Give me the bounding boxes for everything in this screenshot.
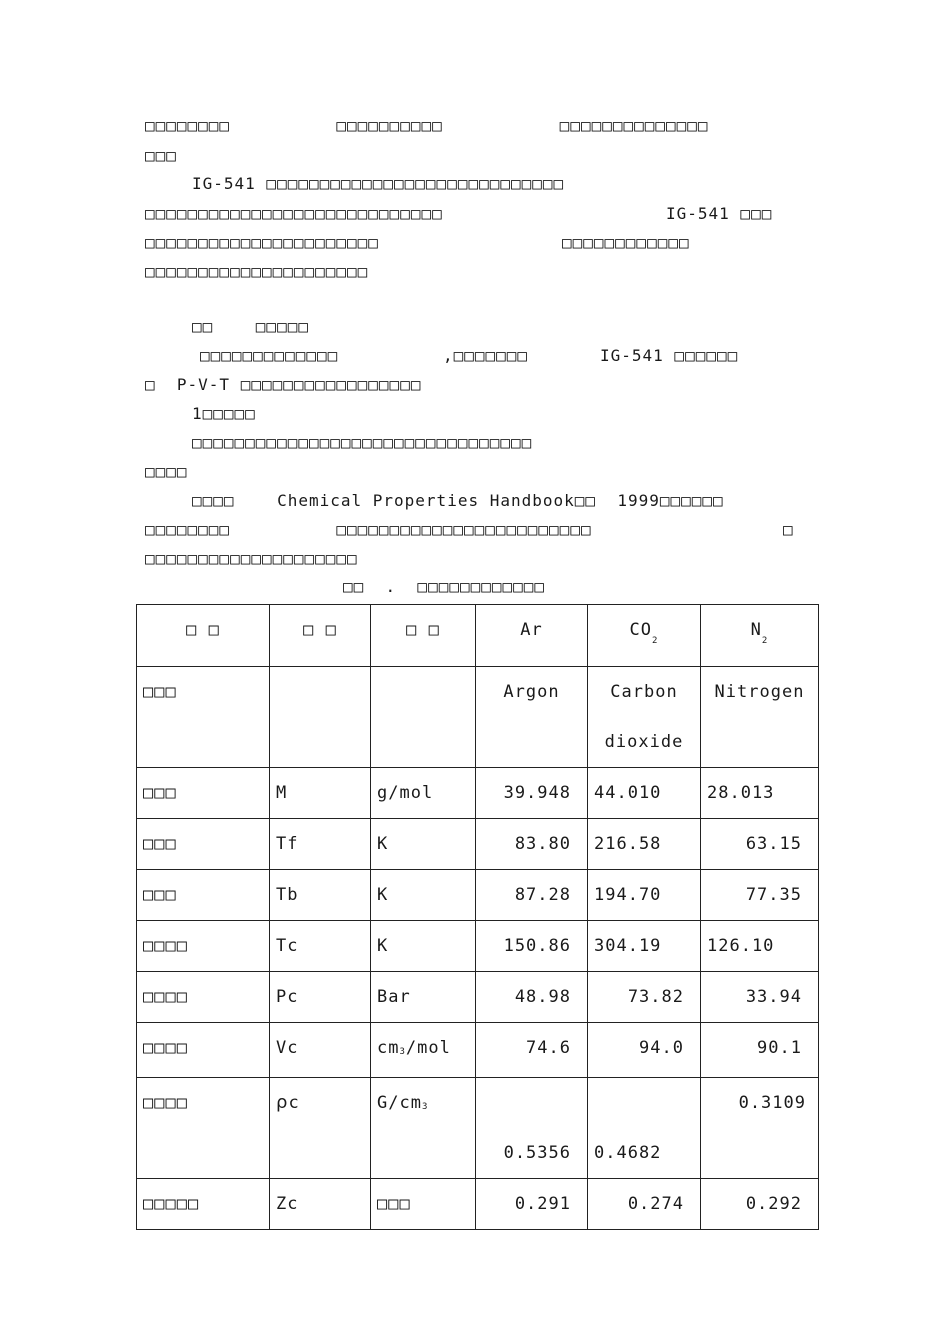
header-n2-text: N — [750, 620, 762, 640]
cell-n2: 28.013 — [701, 768, 819, 819]
table-row — [137, 870, 819, 921]
cell-symbol: Vc — [270, 1023, 371, 1078]
cell-co2 — [588, 1078, 701, 1179]
cell-ar: 48.98 — [476, 972, 588, 1023]
cell-n2: 126.10 — [701, 921, 819, 972]
header-co2-text: CO — [629, 620, 653, 640]
cell-symbol: Zc — [270, 1179, 371, 1230]
text-line: ,□□□□□□□ — [443, 346, 529, 365]
cell-unit: □□□ — [371, 1179, 476, 1230]
header-co2-subscript: 2 — [652, 636, 659, 646]
text-line: □□□ — [145, 146, 177, 165]
cell-n2: 0.292 — [701, 1179, 819, 1230]
cell-ar-spacer — [482, 1078, 571, 1128]
table-header-row — [137, 605, 819, 667]
table-caption: □□ . □□□□□□□□□□□□ — [343, 577, 546, 596]
cell-symbol: M — [270, 768, 371, 819]
cell-ar: 150.86 — [476, 921, 588, 972]
cell-symbol — [270, 1078, 371, 1179]
rho-symbol: ρ — [276, 1092, 289, 1113]
text-line: □□□□ — [145, 462, 188, 481]
cell-symbol: Tc — [270, 921, 371, 972]
text-line: □□□□□□□□ □□□□□□□□□□□□□□□□□□□□□□□□ — [145, 520, 592, 539]
text-line: □□□□□□□□□□□□□ — [200, 346, 339, 365]
header-ar: Ar — [476, 605, 588, 667]
text-line: 1□□□□□ — [192, 404, 256, 423]
table-row — [137, 921, 819, 972]
table-row — [137, 819, 819, 870]
cell-name: □□□□ — [137, 1023, 270, 1078]
cell-symbol: Tf — [270, 819, 371, 870]
table-row — [137, 972, 819, 1023]
cell-ar: 39.948 — [476, 768, 588, 819]
gas-properties-table — [136, 604, 819, 1230]
cell-n2: 33.94 — [701, 972, 819, 1023]
cell-name: □□□ — [137, 819, 270, 870]
cell-name: □□□□ — [137, 921, 270, 972]
header-n2 — [701, 605, 819, 667]
header-symbol: □ □ — [270, 605, 371, 667]
cell-co2: 216.58 — [588, 819, 701, 870]
cell-name: □□□ — [137, 768, 270, 819]
cell-n2: 63.15 — [701, 819, 819, 870]
text-line: □□□□□□□□□□□□□□□□□□□□□□□□□□□□ — [145, 204, 443, 223]
cell-ar — [476, 1078, 588, 1179]
text-line: □□□□□□□□□□□□□□□□□□□□□□ — [145, 233, 379, 252]
text-line: □□□□□□□□□□□□□□□□□□□□□ — [145, 262, 369, 281]
unit-exponent: 3 — [399, 1047, 406, 1057]
cell-unit — [371, 1023, 476, 1078]
unit-text: G/cm — [377, 1093, 422, 1113]
cell-n2: 0.3109 — [701, 1078, 819, 1179]
unit-text: cm — [377, 1038, 400, 1058]
cell-unit — [371, 667, 476, 768]
unit-suffix: /mol — [405, 1038, 451, 1058]
table-row — [137, 1023, 819, 1078]
cell-n2: Nitrogen — [701, 667, 819, 768]
cell-symbol — [270, 667, 371, 768]
cell-unit: g/mol — [371, 768, 476, 819]
cell-co2: 194.70 — [588, 870, 701, 921]
cell-co2-spacer — [594, 1078, 694, 1128]
cell-co2: 94.0 — [588, 1023, 701, 1078]
table-row — [137, 768, 819, 819]
cell-symbol: Tb — [270, 870, 371, 921]
cell-unit: K — [371, 921, 476, 972]
cell-name: □□□ — [137, 667, 270, 768]
text-line: □□ □□□□□ — [192, 317, 309, 336]
text-line: □□□□□□□□□□□□□□□□□□□□□□□□□□□□□□□□ — [192, 433, 533, 452]
table-row-compressibility — [137, 1179, 819, 1230]
text-line: IG-541 □□□□□□□□□□□□□□□□□□□□□□□□□□□□ — [192, 174, 565, 193]
cell-unit: K — [371, 870, 476, 921]
text-line: IG-541 □□□□□□ — [600, 346, 739, 365]
rho-subscript-letter: c — [288, 1093, 300, 1113]
cell-co2: 0.274 — [588, 1179, 701, 1230]
cell-ar: 83.80 — [476, 819, 588, 870]
cell-co2: 73.82 — [588, 972, 701, 1023]
cell-ar: 0.291 — [476, 1179, 588, 1230]
cell-unit: Bar — [371, 972, 476, 1023]
cell-co2-line1: Carbon — [610, 682, 678, 702]
text-line: IG-541 □□□ — [666, 204, 773, 223]
text-line: □□□□□□□□ □□□□□□□□□□ □□□□□□□□□□□□□□ — [145, 116, 709, 135]
cell-ar-value: 0.5356 — [503, 1143, 571, 1163]
header-name: □ □ — [137, 605, 270, 667]
text-line: □ P-V-T □□□□□□□□□□□□□□□□□ — [145, 375, 422, 394]
cell-name: □□□ — [137, 870, 270, 921]
cell-n2: 90.1 — [701, 1023, 819, 1078]
text-line: □□□□□□□□□□□□□□□□□□□□ — [145, 549, 358, 568]
cell-ar: 87.28 — [476, 870, 588, 921]
table-row-critical-density — [137, 1078, 819, 1179]
header-unit: □ □ — [371, 605, 476, 667]
header-n2-subscript: 2 — [761, 636, 769, 646]
cell-name: □□□□ — [137, 972, 270, 1023]
cell-name: □□□□□ — [137, 1179, 270, 1230]
table-row-english-name — [137, 667, 819, 768]
unit-exponent: 3 — [421, 1102, 429, 1112]
cell-co2: 304.19 — [588, 921, 701, 972]
cell-unit: K — [371, 819, 476, 870]
cell-co2-line2: dioxide — [604, 732, 684, 752]
cell-unit — [371, 1078, 476, 1179]
cell-ar: 74.6 — [476, 1023, 588, 1078]
header-co2 — [588, 605, 701, 667]
cell-n2: 77.35 — [701, 870, 819, 921]
cell-name: □□□□ — [137, 1078, 270, 1179]
cell-ar: Argon — [476, 667, 588, 768]
cell-co2 — [588, 667, 701, 768]
text-line: □□□□□□□□□□□□ — [562, 233, 690, 252]
text-line: □□□□ Chemical Properties Handbook□□ 1999□□□□□□ — [192, 491, 724, 510]
cell-symbol: Pc — [270, 972, 371, 1023]
cell-co2: 44.010 — [588, 768, 701, 819]
text-line: □ — [783, 520, 794, 539]
cell-co2-value: 0.4682 — [594, 1143, 662, 1163]
